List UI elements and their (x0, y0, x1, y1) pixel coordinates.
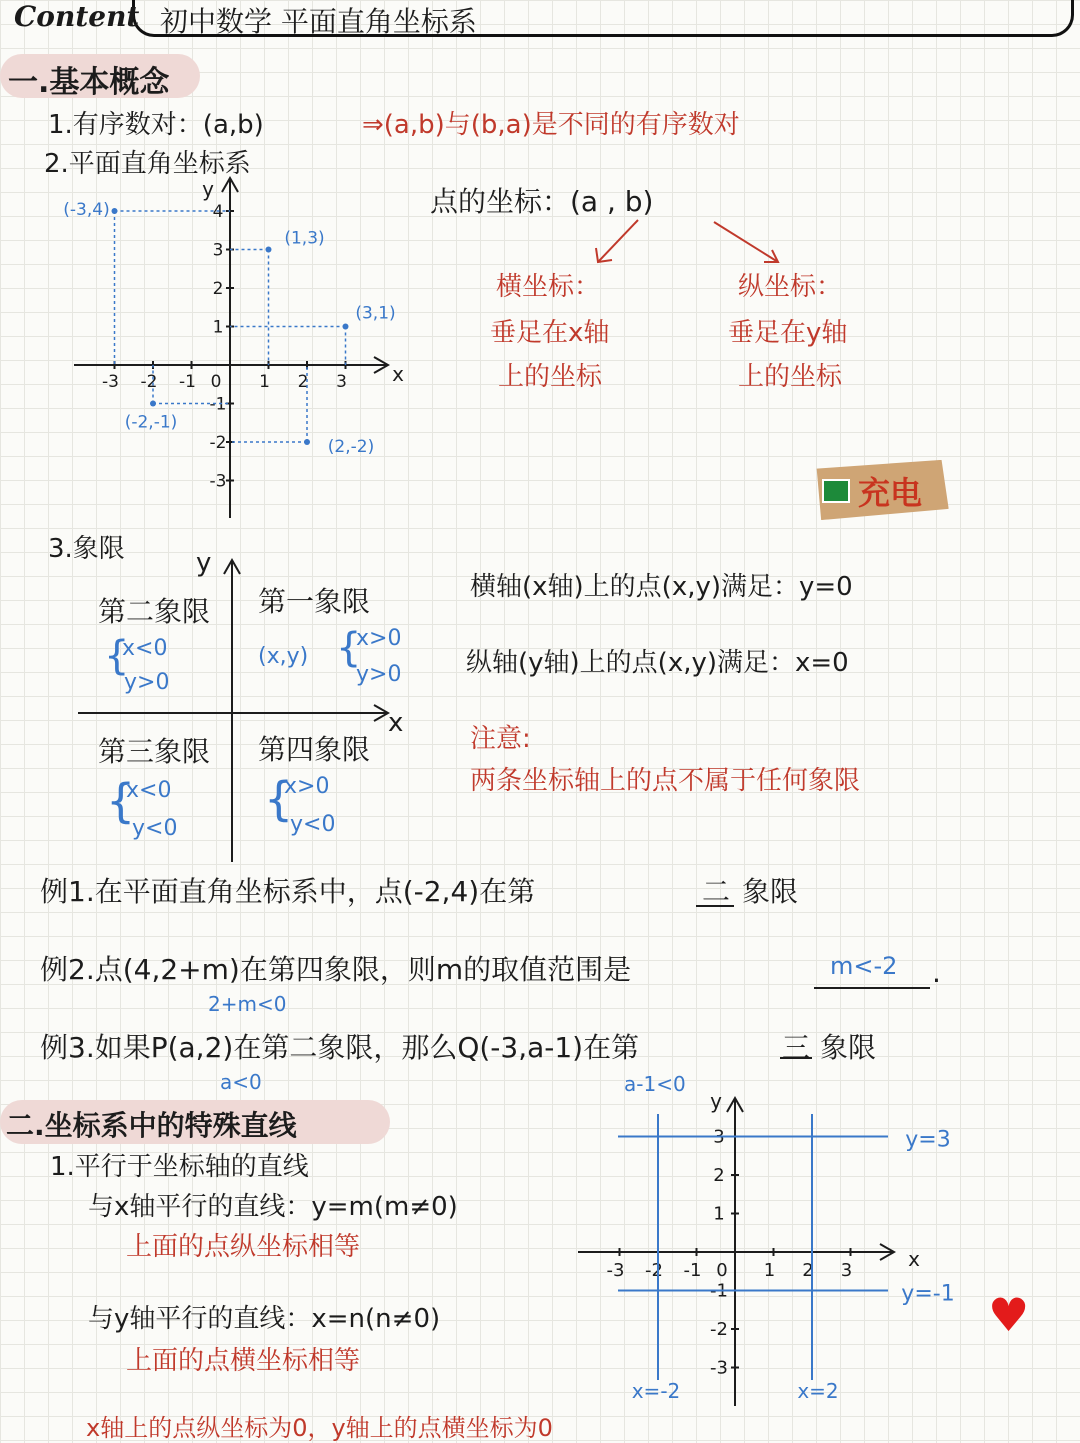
graph1-x-label: x (392, 362, 404, 386)
graph1-x-tick-label: 2 (297, 372, 309, 392)
graph1-origin-label: 0 (210, 372, 222, 392)
graph2-y-tick-label: -2 (710, 1319, 728, 1340)
graph1-x-tick-label: -2 (140, 372, 158, 392)
graph1-y-arrow (222, 178, 238, 192)
ordered-pair-note: ⇒(a,b)与(b,a)是不同的有序数对 (362, 110, 740, 140)
graph1-point (266, 247, 272, 253)
graph1-point (304, 439, 310, 445)
graph2-x-label: x (908, 1247, 920, 1271)
graph2-line-label: y=3 (905, 1127, 951, 1153)
example3-suffix: 象限 (820, 1031, 877, 1064)
graph1-y-tick-label: 4 (212, 202, 224, 222)
example2-text: 例2.点(4,2+m)在第四象限，则m的取值范围是 (40, 953, 632, 986)
graph2-y-arrow (727, 1098, 743, 1112)
graph1-x-tick-label: -1 (179, 372, 196, 392)
graph1-x-tick-label: 1 (259, 372, 270, 392)
graph1 (63, 177, 404, 518)
quadrant1-title: 第一象限 (258, 585, 371, 618)
graph1-point-label: (1,3) (284, 228, 325, 249)
note-text: 两条坐标轴上的点不属于任何象限 (470, 766, 861, 796)
example3-answer: 三 (782, 1031, 811, 1064)
graph2-line-label: y=-1 (901, 1281, 955, 1307)
abscissa-line2: 上的坐标 (498, 362, 603, 392)
example1-suffix: 象限 (742, 875, 799, 908)
graph2-y-tick-label: 2 (713, 1165, 725, 1186)
x-parallel-rule: 与x轴平行的直线：y=m(m≠0) (88, 1192, 458, 1222)
quadrant4-brace: { (264, 772, 294, 826)
quadrant-x-axis-label: x (388, 708, 404, 738)
content-label: Content (14, 0, 140, 33)
quadrant-y-axis-label: y (196, 548, 212, 578)
graph2-x-tick-label: -3 (606, 1260, 625, 1281)
y-parallel-rule: 与y轴平行的直线：x=n(n≠0) (88, 1304, 441, 1334)
section2-heading: 二.坐标系中的特殊直线 (6, 1109, 297, 1142)
ordinate-line1: 垂足在y轴 (728, 318, 848, 348)
graph2-x-tick-label: 2 (802, 1260, 814, 1281)
graph2-line-label: x=2 (797, 1379, 839, 1403)
y-axis-rule: 纵轴(y轴)上的点(x,y)满足：x=0 (466, 648, 849, 678)
ordinate-line2: 上的坐标 (738, 362, 843, 392)
quadrant3-cond2: y<0 (132, 816, 178, 841)
abscissa-title: 横坐标： (496, 272, 601, 302)
graph1-y-tick-label: 3 (212, 240, 224, 261)
quadrant3-brace: { (106, 774, 136, 828)
concept-arrows (596, 220, 778, 262)
graph1-y-label: y (202, 177, 214, 201)
graph1-y-tick-label: -1 (209, 394, 227, 415)
example3-hint1: a<0 (220, 1070, 262, 1094)
example3-hint2: a-1<0 (624, 1072, 686, 1096)
graph2-origin-label: 0 (716, 1260, 728, 1281)
graph1-y-tick-label: 1 (212, 317, 224, 338)
x-axis-rule: 横轴(x轴)上的点(x,y)满足：y=0 (470, 572, 853, 602)
graph1-y-tick-label: 2 (212, 279, 224, 299)
graph1-point-label: (2,-2) (327, 437, 375, 457)
x-parallel-note: 上面的点纵坐标相等 (126, 1232, 361, 1262)
graph1-x-tick-label: -3 (102, 372, 119, 392)
example1-text: 例1.在平面直角坐标系中，点(-2,4)在第 (40, 875, 536, 908)
battery-icon (822, 479, 850, 503)
example1-answer: 二 (702, 875, 731, 908)
graph1-x-tick-label: 3 (336, 372, 347, 392)
bottom-summary: x轴上的点纵坐标为0，y轴上的点横坐标为0 (86, 1414, 553, 1442)
graph1-point (343, 324, 349, 330)
graph2-x-tick-label: 3 (840, 1260, 853, 1281)
abscissa-line1: 垂足在x轴 (490, 318, 610, 348)
graph2-x-arrow (880, 1244, 894, 1260)
quadrant1-point: (x,y) (258, 644, 309, 669)
quadrant2-cond1: x<0 (122, 636, 168, 661)
graph2-y-label: y (710, 1089, 722, 1113)
graph1-y-tick-label: -3 (209, 471, 227, 492)
quadrant-label: 3.象限 (48, 534, 125, 564)
graph1-y-tick-label: -2 (209, 433, 227, 453)
quadrant3-cond1: x<0 (126, 778, 172, 803)
point-coordinate-label: 点的坐标：(a , b) (430, 185, 654, 218)
quadrant1-cond2: y>0 (356, 662, 402, 687)
graph1-point-label: (-2,-1) (124, 412, 178, 433)
quadrant3-title: 第三象限 (98, 735, 211, 768)
graph1-point-label: (3,1) (355, 303, 396, 324)
graph2-y-tick-label: -1 (710, 1280, 728, 1302)
coordinate-system-label: 2.平面直角坐标系 (44, 149, 251, 179)
graph2-y-tick-label: -3 (710, 1357, 728, 1379)
answer-underlines (696, 906, 930, 1058)
graph1-point (112, 208, 118, 214)
graph2-x-tick-label: -1 (683, 1260, 702, 1281)
quadrant2-brace: { (104, 633, 130, 679)
y-parallel-note: 上面的点横坐标相等 (126, 1346, 361, 1376)
page-title: 初中数学 平面直角坐标系 (160, 5, 477, 38)
ordered-pair-label: 1.有序数对：(a,b) (48, 110, 264, 140)
graph1-point-label: (-3,4) (63, 200, 110, 220)
parallel-lines-label: 1.平行于坐标轴的直线 (50, 1152, 309, 1182)
ordinate-title: 纵坐标： (738, 272, 843, 302)
quadrant2-cond2: y>0 (124, 670, 170, 695)
graph2-line-label: x=-2 (631, 1379, 681, 1403)
graph2 (578, 1089, 955, 1406)
note-title: 注意: (470, 724, 531, 754)
quadrant4-title: 第四象限 (258, 733, 371, 766)
quadrant-x-arrow (374, 705, 388, 721)
charge-sticker-text: 充电 (858, 474, 923, 512)
example2-answer: m<-2 (830, 952, 898, 980)
quadrant-y-arrow (224, 560, 240, 574)
example3-text: 例3.如果P(a,2)在第二象限，那么Q(-3,a-1)在第 (40, 1031, 640, 1064)
quadrant4-cond2: y<0 (290, 812, 336, 837)
quadrant1-brace: { (336, 625, 362, 671)
example2-suffix: . (932, 956, 941, 989)
graph2-y-tick-label: 3 (713, 1126, 725, 1148)
graph2-x-tick-label: -2 (645, 1260, 663, 1281)
quadrant1-cond1: x>0 (356, 626, 402, 651)
section1-heading: 一.基本概念 (8, 65, 170, 100)
example2-hint: 2+m<0 (208, 992, 287, 1016)
heart-icon: ♥ (988, 1288, 1030, 1342)
quadrant2-title: 第二象限 (98, 595, 211, 628)
graph2-y-tick-label: 1 (713, 1203, 725, 1225)
quadrant4-cond1: x>0 (284, 774, 330, 799)
graph2-x-tick-label: 1 (763, 1260, 776, 1281)
graph1-x-arrow (374, 357, 388, 373)
graph1-point (150, 401, 156, 407)
